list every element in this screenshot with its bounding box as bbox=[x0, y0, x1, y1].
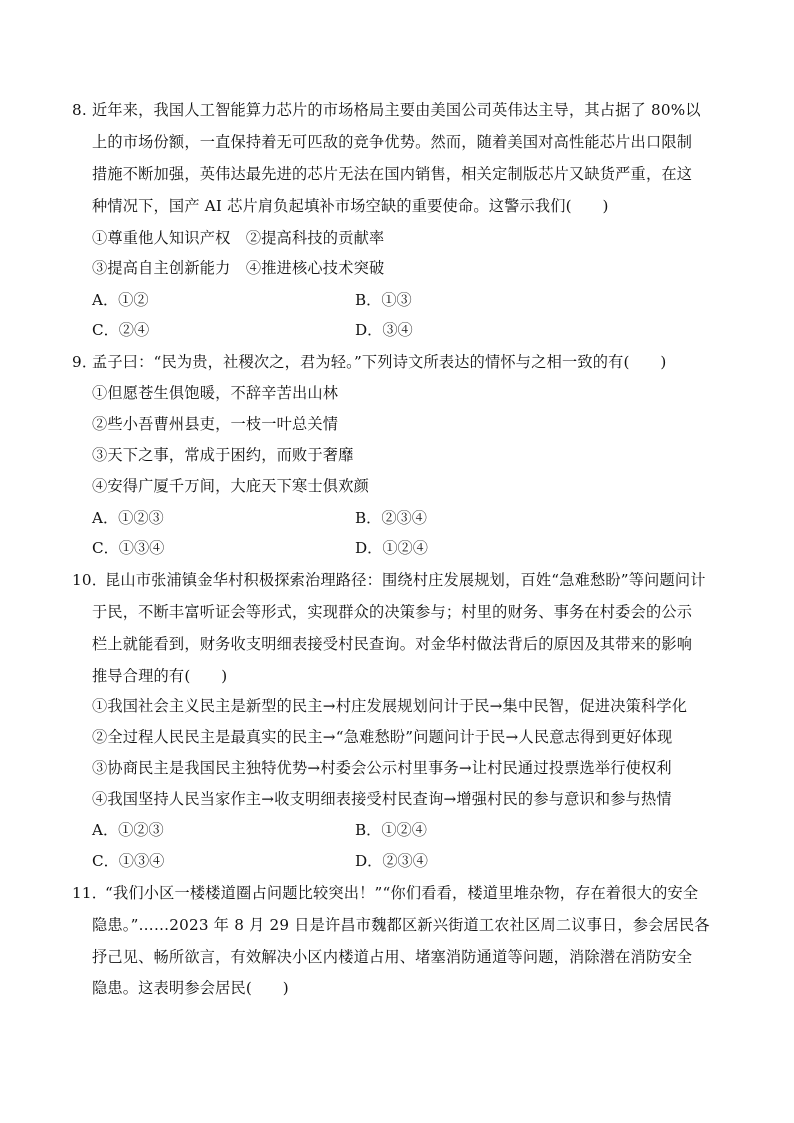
question-8-line-1: 近年来，我国人工智能算力芯片的市场格局主要由美国公司英伟达主导，其占据了 80%以 bbox=[92, 101, 701, 119]
question-10-line-1: 昆山市张浦镇金华村积极探索治理路径：围绕村庄发展规划，百姓“急难愁盼”等问题问计 bbox=[105, 571, 706, 589]
question-8-item-2: ③提高自主创新能力 ④推进核心技术突破 bbox=[92, 259, 385, 277]
question-10-line-2: 于民，不断丰富听证会等形式，实现群众的决策参与；村里的财务、事务在村委会的公示 bbox=[92, 603, 693, 621]
question-11-line-3: 抒己见、畅所欲言，有效解决小区内楼道占用、堵塞消防通道等问题，消除潜在消防安全 bbox=[92, 948, 693, 966]
question-8-number: 8. bbox=[72, 101, 87, 119]
question-8-option-d[interactable]: D．③④ bbox=[355, 321, 413, 339]
question-9-item-4: ④安得广厦千万间，大庇天下寒士俱欢颜 bbox=[92, 477, 369, 495]
question-8-line-2: 上的市场份额，一直保持着无可匹敌的竞争优势。然而，随着美国对高性能芯片出口限制 bbox=[92, 133, 693, 151]
question-10-line-4: 推导合理的有( ) bbox=[92, 667, 228, 685]
question-10-item-3: ③协商民主是我国民主独特优势→村委会公示村里事务→让村民通过投票选举行使权利 bbox=[92, 759, 672, 777]
question-9-line-1: 孟子曰：“民为贵，社稷次之，君为轻。”下列诗文所表达的情怀与之相一致的有( ) bbox=[92, 353, 667, 371]
question-9-item-1: ①但愿苍生俱饱暖，不辞辛苦出山林 bbox=[92, 384, 339, 402]
question-11-line-2: 隐患。”……2023 年 8 月 29 日是许昌市魏都区新兴街道工农社区周二议事日，参会居民各 bbox=[92, 916, 710, 934]
question-10-item-4: ④我国坚持人民当家作主→收支明细表接受村民查询→增强村民的参与意识和参与热情 bbox=[92, 790, 672, 808]
question-9-option-b[interactable]: B．②③④ bbox=[355, 509, 427, 527]
question-11-line-4: 隐患。这表明参会居民( ) bbox=[92, 979, 289, 997]
question-8-option-a[interactable]: A．①② bbox=[92, 291, 149, 309]
question-10-number: 10． bbox=[72, 571, 108, 589]
question-9-item-3: ③天下之事，常成于困约，而败于奢靡 bbox=[92, 446, 354, 464]
question-10-item-1: ①我国社会主义民主是新型的民主→村庄发展规划问计于民→集中民智，促进决策科学化 bbox=[92, 697, 688, 715]
question-8-line-3: 措施不断加强，英伟达最先进的芯片无法在国内销售，相关定制版芯片又缺货严重，在这 bbox=[92, 165, 693, 183]
question-8-item-1: ①尊重他人知识产权 ②提高科技的贡献率 bbox=[92, 229, 385, 247]
question-8-option-c[interactable]: C．②④ bbox=[92, 321, 150, 339]
question-9-option-c[interactable]: C．①③④ bbox=[92, 539, 165, 557]
question-8-option-b[interactable]: B．①③ bbox=[355, 291, 412, 309]
question-10-option-d[interactable]: D．②③④ bbox=[355, 852, 428, 870]
question-10-option-b[interactable]: B．①②④ bbox=[355, 821, 427, 839]
question-11-line-1: “我们小区一楼楼道圈占问题比较突出！”“你们看看，楼道里堆杂物，存在着很大的安全 bbox=[105, 884, 699, 902]
question-9-number: 9． bbox=[72, 353, 98, 371]
question-11-number: 11． bbox=[72, 884, 108, 902]
question-9-option-a[interactable]: A．①②③ bbox=[92, 509, 164, 527]
question-9-option-d[interactable]: D．①②④ bbox=[355, 539, 428, 557]
question-10-item-2: ②全过程人民民主是最真实的民主→“急难愁盼”问题问计于民→人民意志得到更好体现 bbox=[92, 728, 673, 746]
question-10-line-3: 栏上就能看到，财务收支明细表接受村民查询。对金华村做法背后的原因及其带来的影响 bbox=[92, 635, 693, 653]
question-8-line-4: 种情况下，国产 AI 芯片肩负起填补市场空缺的重要使命。这警示我们( ) bbox=[92, 197, 609, 215]
question-10-option-a[interactable]: A．①②③ bbox=[92, 821, 164, 839]
question-9-item-2: ②些小吾曹州县吏，一枝一叶总关情 bbox=[92, 415, 339, 433]
question-10-option-c[interactable]: C．①③④ bbox=[92, 852, 165, 870]
